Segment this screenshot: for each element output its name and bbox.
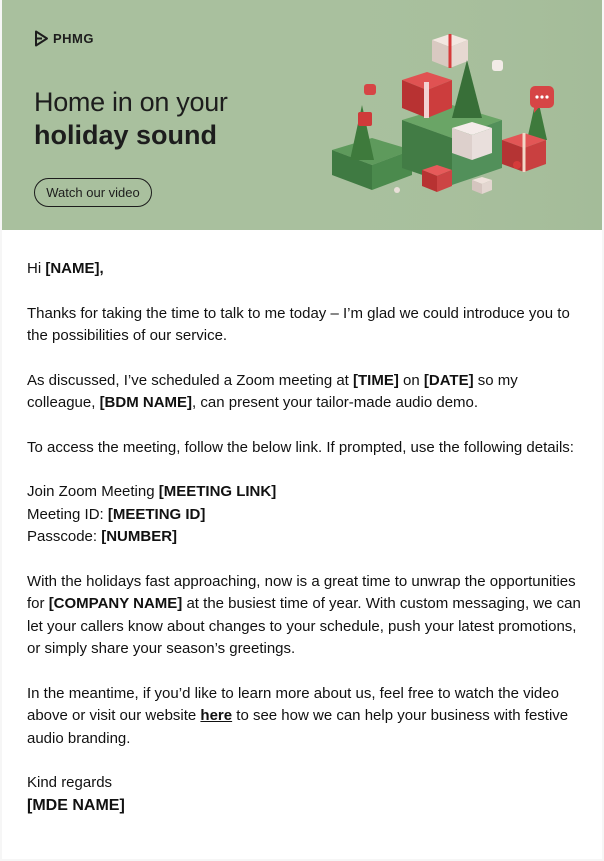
greeting-line (27, 258, 583, 281)
play-logo-icon (34, 30, 49, 47)
paragraph-scheduled (27, 370, 583, 415)
text-segment: to see how we can help your business with festive audio branding. (27, 707, 569, 747)
watch-video-button[interactable]: Watch our video (34, 178, 152, 207)
brand-logo (34, 29, 94, 47)
company-name: [COMPANY NAME] (48, 595, 183, 612)
meeting-id: [MEETING ID] (107, 505, 206, 523)
text-segment: at the busiest time of year. With custom messaging, we can let your callers know about changes to your schedule, push your latest promotions, or simply share your season’s greetings. (27, 595, 581, 657)
hero-banner (2, 0, 602, 230)
email-body (27, 258, 583, 817)
meeting-link: [MEETING LINK] (158, 483, 277, 500)
meeting-date: [DATE] (423, 371, 474, 389)
holiday-gifts-illustration (302, 0, 602, 230)
closing: Kind regards (27, 774, 113, 791)
greeting-word: Hi (27, 260, 42, 277)
website-link[interactable]: here (200, 707, 233, 724)
meeting-id-label: Meeting ID: (27, 505, 104, 523)
email-card (2, 0, 602, 859)
hero-headline (34, 86, 228, 152)
headline-line-1: Home in on your (34, 87, 228, 117)
paragraph-access: To access the meeting, follow the below link. If prompted, use the following details: (27, 438, 574, 456)
text-segment: In the meantime, if you’d like to learn more about us, feel free to watch the video above or visit our website (27, 684, 559, 724)
text-segment: As discussed, I’ve scheduled a Zoom meeting at (27, 371, 349, 389)
paragraph-website (27, 683, 583, 751)
paragraph-intro: Thanks for taking the time to talk to me today – I’m glad we could introduce you to the possibilities of our service. (27, 304, 570, 344)
signature-name: [MDE NAME] (27, 796, 125, 814)
meeting-time: [TIME] (353, 371, 399, 389)
text-segment: so my colleague, (27, 371, 518, 411)
meeting-details (27, 481, 583, 549)
join-label: Join Zoom Meeting (27, 483, 155, 500)
passcode-value: [NUMBER] (101, 528, 178, 545)
brand-name: PHMG (53, 30, 94, 46)
paragraph-holidays (27, 571, 583, 661)
text-segment: With the holidays fast approaching, now is a great time to unwrap the opportunities for (27, 572, 576, 612)
recipient-name: [NAME], (45, 260, 104, 277)
text-segment: , can present your tailor-made audio demo. (192, 394, 479, 411)
bdm-name: [BDM NAME] (99, 394, 193, 411)
passcode-label: Passcode: (27, 528, 98, 545)
headline-line-2: holiday sound (34, 120, 218, 150)
text-segment: on (403, 371, 420, 389)
